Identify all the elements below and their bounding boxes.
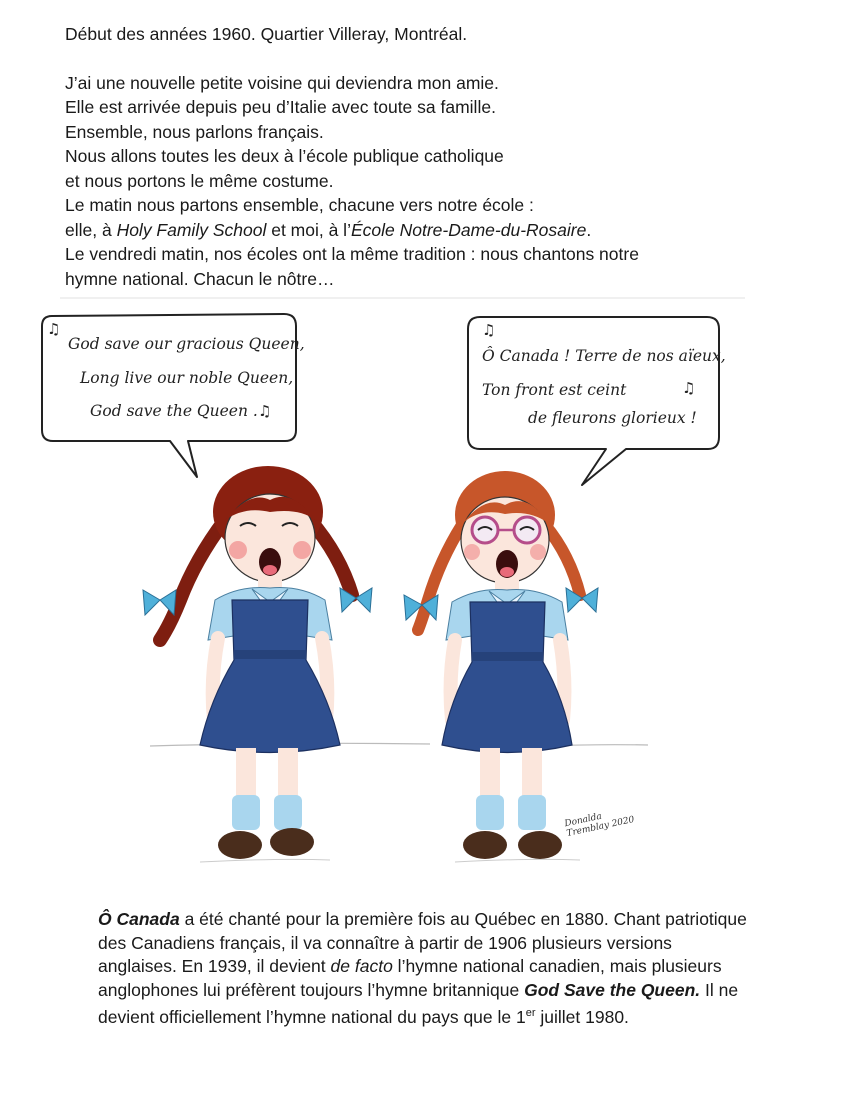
anthem-title-god-save: God Save the Queen.	[524, 979, 701, 1000]
left-bubble-line: God save our gracious Queen,	[68, 335, 305, 353]
right-bubble-line: Ton front est ceint	[482, 381, 627, 399]
intro-place-line: Début des années 1960. Quartier Villeray, Montréal.	[65, 24, 468, 44]
intro-line: Le matin nous partons ensemble, chacune vers notre école :	[65, 195, 534, 215]
left-girl	[143, 466, 372, 859]
right-bubble-line: de fleurons glorieux !	[528, 409, 697, 427]
school-name-holy-family: Holy Family School	[116, 219, 267, 240]
music-note-icon: ♫	[47, 320, 61, 338]
footer-text: l’hymne national canadien, mais plusieurs anglophones lui préfèrent toujours l’hymne britannique	[98, 956, 722, 1000]
anthem-title-o-canada: Ô Canada	[98, 909, 180, 929]
intro-line: Ensemble, nous parlons français.	[65, 121, 324, 142]
right-girl	[404, 471, 598, 859]
intro-line: et nous portons le même costume.	[65, 170, 334, 191]
artist-signature: Donalda Tremblay 2020	[563, 811, 636, 840]
footer-italic: de facto	[330, 956, 393, 976]
footer-text: a été chanté pour la première fois au Québec en 1880. Chant patriotique des Canadiens français, il va connaître à partir de 1906 plusieurs versions anglaises. En 1939, il devient	[98, 909, 747, 976]
ground-line	[200, 859, 330, 862]
schools-prefix: elle, à	[65, 219, 117, 240]
left-bubble-line: God save the Queen .	[90, 402, 258, 420]
music-note-icon: ♫	[258, 402, 272, 420]
school-name-notre-dame: École Notre-Dame-du-Rosaire	[350, 219, 587, 240]
footer-text: Il ne devient officiellement l’hymne national du pays que le 1	[98, 979, 739, 1027]
schools-suffix: .	[586, 219, 592, 240]
music-note-icon: ♫	[482, 321, 496, 339]
music-note-icon: ♫	[682, 379, 696, 397]
tradition-line: hymne national. Chacun le nôtre…	[65, 268, 335, 289]
schools-middle: et moi, à l’	[266, 219, 351, 240]
tradition-line: Le vendredi matin, nos écoles ont la même tradition : nous chantons notre	[65, 244, 639, 264]
intro-line: Nous allons toutes les deux à l’école publique catholique	[65, 146, 504, 166]
footer-paragraph	[98, 908, 748, 1029]
intro-line: Elle est arrivée depuis peu d’Italie avec toute sa famille.	[65, 97, 496, 117]
left-bubble-line: Long live our noble Queen,	[80, 369, 294, 387]
intro-line: J’ai une nouvelle petite voisine qui deviendra mon amie.	[65, 72, 499, 93]
ground-line	[455, 859, 580, 862]
right-bubble-line: Ô Canada ! Terre de nos aïeux,	[482, 347, 726, 365]
footer-text: juillet 1980.	[535, 1006, 629, 1027]
right-speech-bubble	[468, 317, 719, 485]
footer-superscript: er	[525, 1007, 536, 1019]
